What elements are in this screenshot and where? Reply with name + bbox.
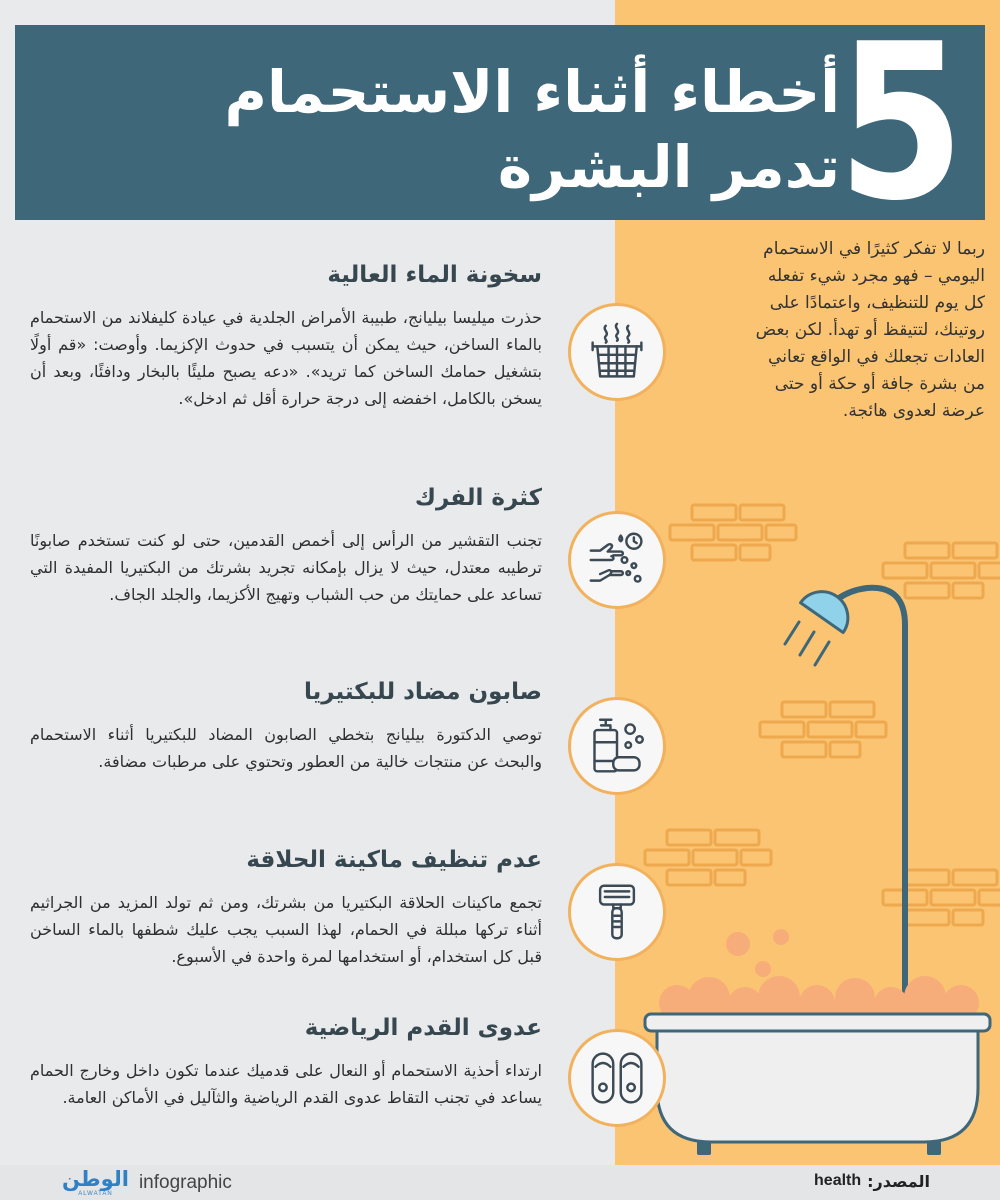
mistake-text: توصي الدكتورة بيليانج بتخطي الصابون المضاد للبكتيريا أثناء الاستحمام والبحث عن منتجات خالية من العطور وتحتوي على مرطبات مضافة. <box>30 725 542 771</box>
mistake-title: كثرة الفرك <box>414 485 542 511</box>
mistake-text: تجمع ماكينات الحلاقة البكتيريا من بشرتك، ومن ثم تولد المزيد من الجراثيم أثناء تركها مبللة في الحمام، لهذا السبب يجب عليك شطفها بالماء الساخن قبل كل استخدام، أو استخدامها لمرة واحدة في الأسبوع. <box>30 893 542 966</box>
header-banner <box>15 25 985 220</box>
mistake-title: عدم تنظيف ماكينة الحلاقة <box>246 847 542 873</box>
brick-wall-decoration <box>760 702 886 757</box>
footer <box>0 1165 1000 1200</box>
bathtub-body <box>657 1031 978 1142</box>
bathtub <box>645 976 990 1155</box>
mistake-title: عدوى القدم الرياضية <box>304 1015 542 1041</box>
logo-arabic: الوطن <box>62 1166 129 1191</box>
hand-washing-icon <box>587 530 647 590</box>
mistake-text: تجنب التقشير من الرأس إلى أخمص القدمين، حتى لو كنت تستخدم صابونًا ترطيبه معتدل، حيث لا يزال بإمكانه تجريد بشرتك من البكتيريا المفيدة التي تساعد على حمايتك من حب الشباب وتهيج الأكزيما، والجلد الجاف. <box>30 531 542 604</box>
soap-pump-icon <box>587 716 647 776</box>
icon-badge <box>568 303 666 401</box>
shower-head <box>801 581 858 632</box>
bathtub-rim <box>645 1014 990 1031</box>
brand <box>62 1167 232 1198</box>
shower-pipe <box>839 588 905 1010</box>
icon-badge <box>568 1029 666 1127</box>
mistakes-count: 5 <box>837 25 965 220</box>
title-line-2: تدمر البشرة <box>497 133 840 201</box>
water-stream <box>785 622 829 665</box>
mistake-athletes-foot <box>30 1011 542 1111</box>
infographic-label: infographic <box>138 1171 232 1193</box>
icon-badge <box>568 863 666 961</box>
razor-icon <box>587 882 647 942</box>
brick-wall-decoration <box>883 543 1000 598</box>
icon-badge <box>568 697 666 795</box>
source-label: المصدر: <box>867 1172 930 1191</box>
alwatan-logo <box>62 1166 129 1197</box>
foam-bubbles <box>726 929 789 977</box>
mistake-antibacterial-soap <box>30 675 542 775</box>
title-line-1: أخطاء أثناء الاستحمام <box>224 58 840 126</box>
mistake-title: صابون مضاد للبكتيريا <box>303 679 542 705</box>
bathtub-leg <box>697 1141 711 1155</box>
page-title <box>224 55 840 205</box>
icon-badge <box>568 511 666 609</box>
mistake-text: ارتداء أحذية الاستحمام أو النعال على قدميك عندما تكون داخل وخارج الحمام يساعد في تجنب التقاط عدوى القدم الرياضية والثآليل في الأماكن العامة. <box>30 1061 542 1107</box>
mistake-razor-cleaning <box>30 843 542 970</box>
mistake-title: سخونة الماء العالية <box>327 262 542 288</box>
brick-wall-decoration <box>645 830 771 885</box>
mistake-hot-water <box>30 258 542 412</box>
mistake-text: حذرت ميليسا بيليانج، طبيبة الأمراض الجلدية في عيادة كليفلاند من الاستحمام بالماء الساخن، حيث يمكن أن يتسبب في حدوث الإكزيما. وأوصت: «قم أولًا بتشغيل حمامك الساخن كما تريد». «دعه يصبح مليئًا بالبخار ودافئًا، وبعد أن يسخن بالكامل، اخفضه إلى درجة حرارة أقل ثم ادخل». <box>30 308 542 408</box>
source-credit <box>814 1172 930 1191</box>
slippers-icon <box>587 1048 647 1108</box>
bathtub-leg <box>927 1141 941 1155</box>
source-value: health <box>814 1172 862 1189</box>
brick-wall-decoration <box>883 870 1000 925</box>
shower <box>785 581 905 1010</box>
logo-latin: ALWATAN <box>78 1190 113 1197</box>
mistake-scrubbing <box>30 481 542 608</box>
brick-wall-decoration <box>670 505 796 560</box>
sauna-bucket-icon <box>587 322 647 382</box>
intro-paragraph: ربما لا تفكر كثيرًا في الاستحمام اليومي – فهو مجرد شيء تفعله كل يوم للتنظيف، واعتمادًا على روتينك، لتتيقظ أو تهدأ. لكن بعض العادات تجعلك في الواقع تعاني من بشرة جافة أو حكة أو حتى عرضة لعدوى هائجة. <box>755 239 985 421</box>
